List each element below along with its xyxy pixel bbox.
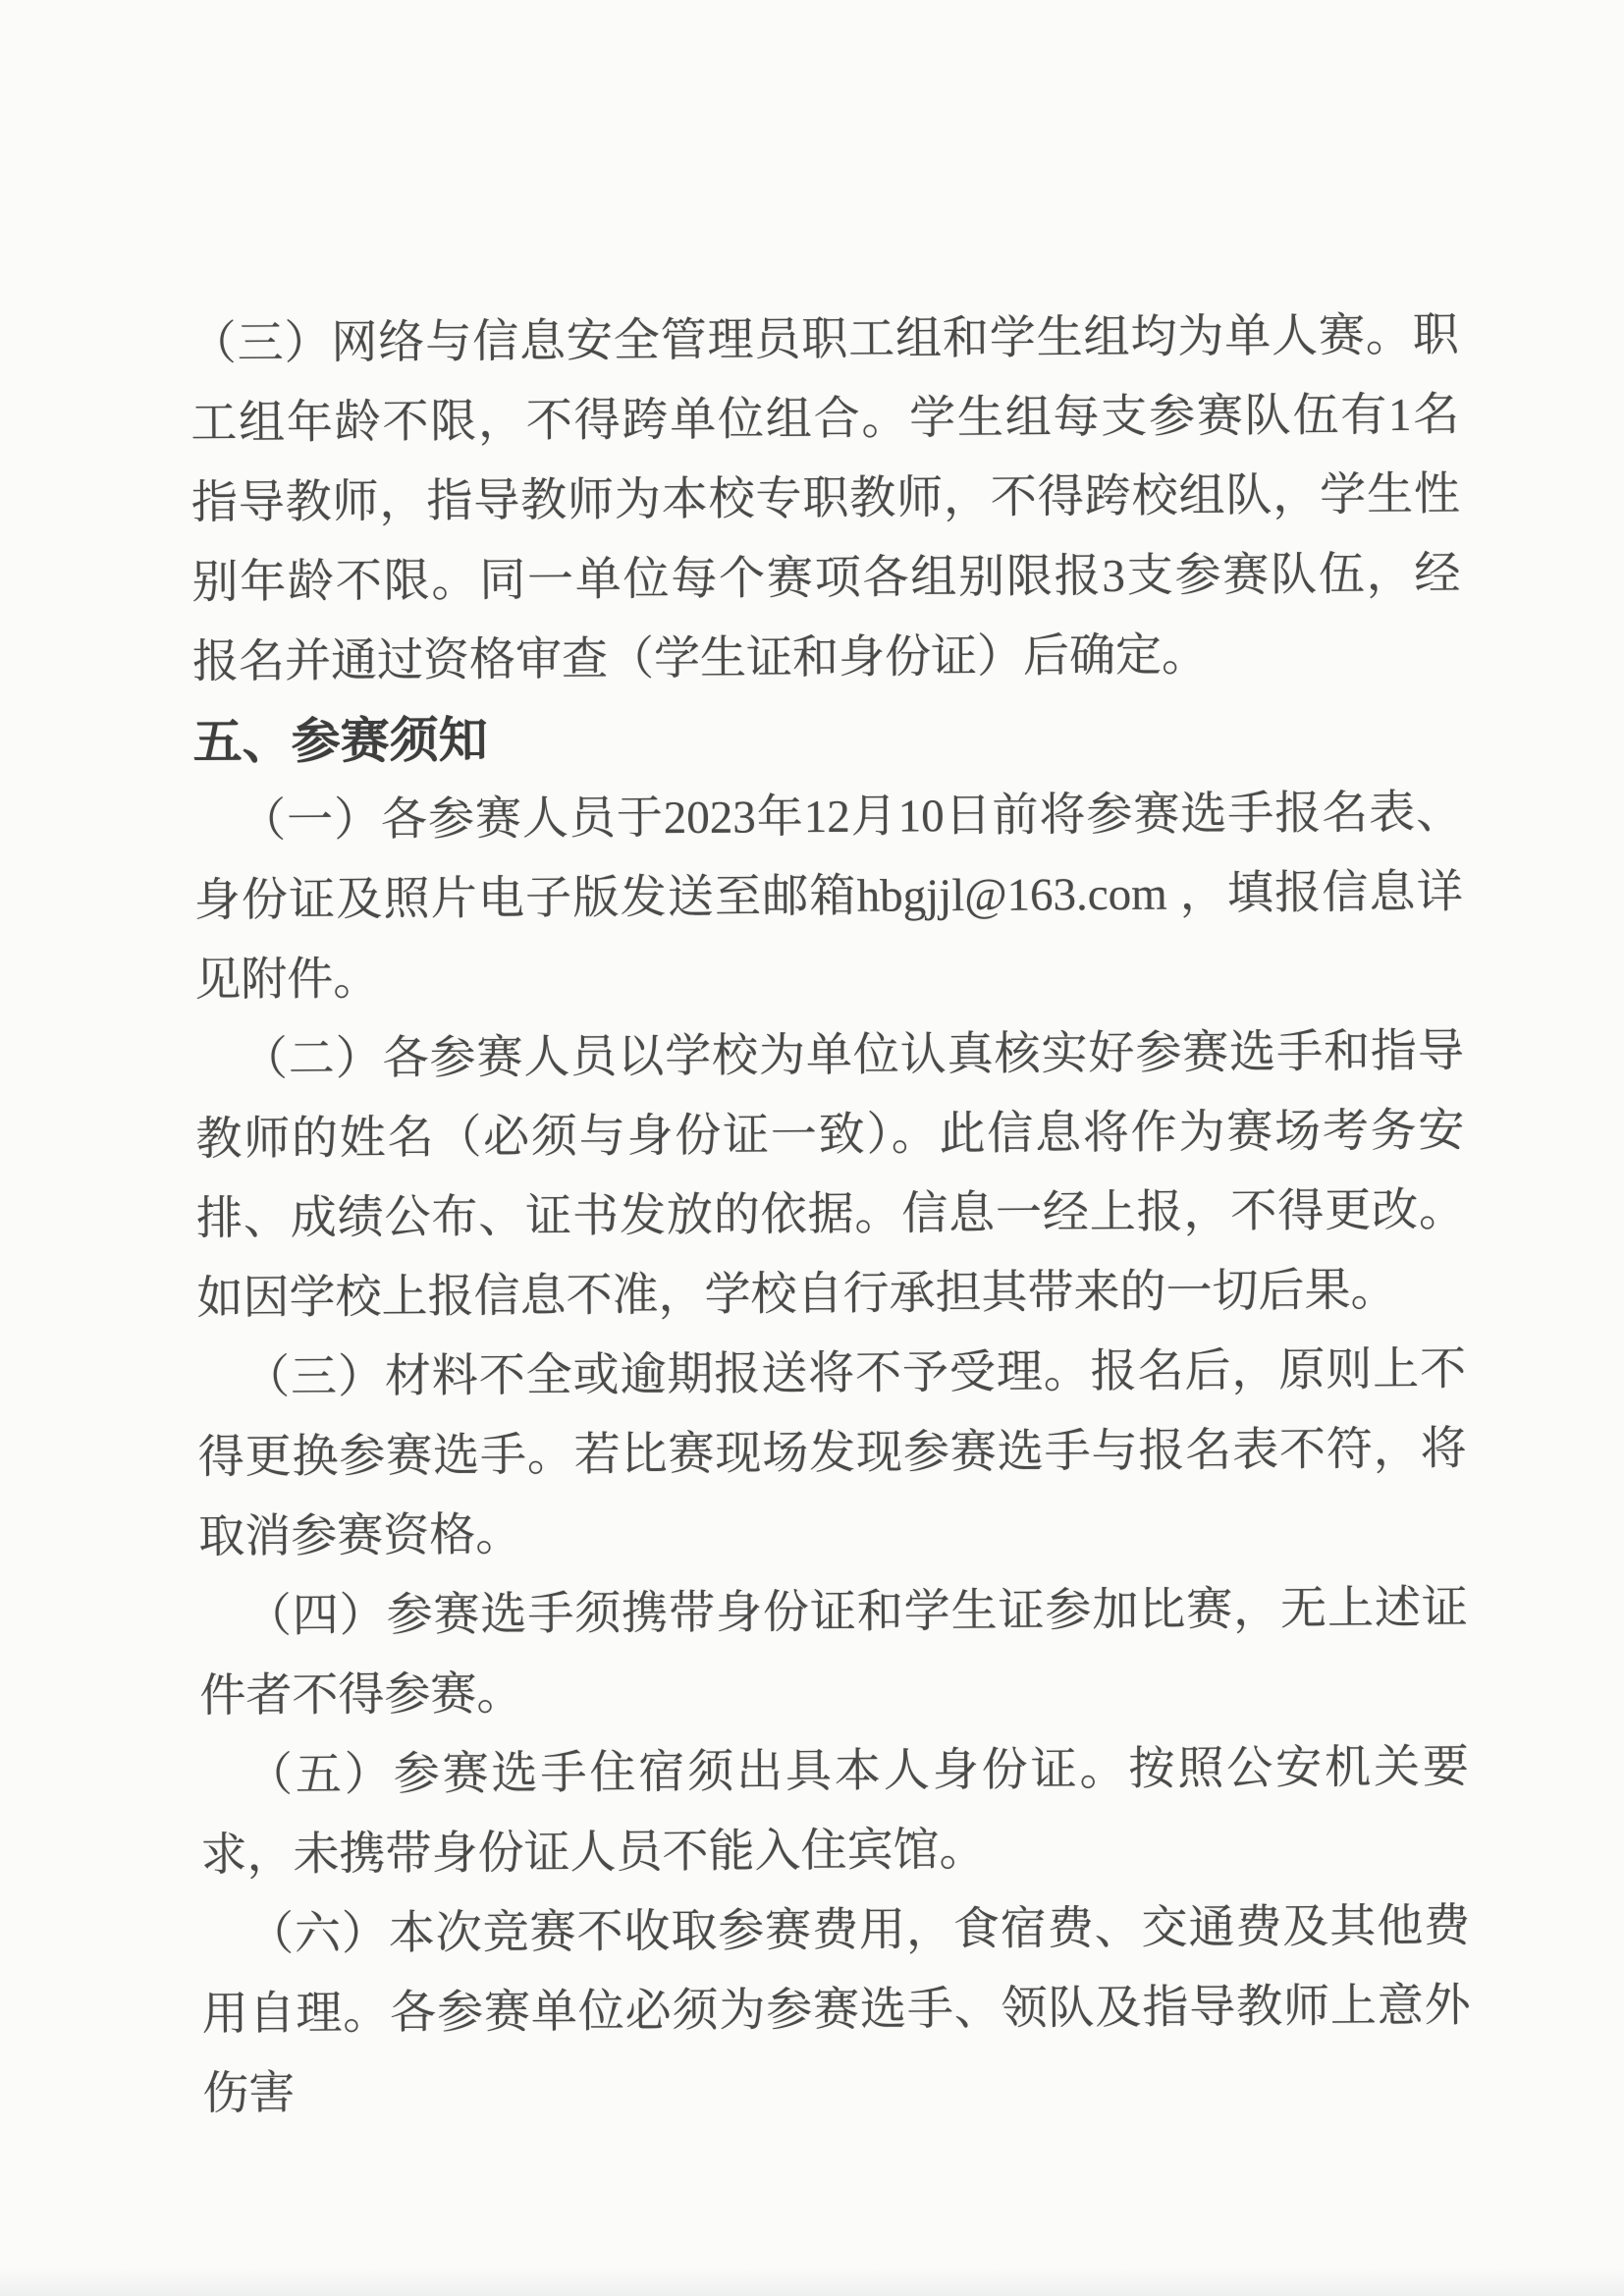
document-text-block	[190, 297, 1472, 2135]
notice-item-1: （一）各参赛人员于2023年12月10日前将参赛选手报名表、身份证及照片电子版发送至邮箱hbgjjl@163.com ，填报信息详见附件。	[193, 787, 1463, 1007]
notice-item-6: （六）本次竞赛不收取参赛费用，食宿费、交通费及其他费用自理。各参赛单位必须为参赛选手、领队及指导教师上意外伤害	[201, 1900, 1471, 2120]
clause-paragraph-3: （三）网络与信息安全管理员职工组和学生组均为单人赛。职工组年龄不限，不得跨单位组合。学生组每支参赛队伍有1名指导教师，指导教师为本校专职教师，不得跨校组队，学生性别年龄不限。同一单位每个赛项各组别限报3支参赛队伍，经报名并通过资格审查（学生证和身份证）后确定。	[189, 309, 1461, 688]
notice-item-2: （二）各参赛人员以学校为单位认真核实好参赛选手和指导教师的姓名（必须与身份证一致）。此信息将作为赛场考务安排、成绩公布、证书发放的依据。信息一经上报，不得更改。如因学校上报信息不准，学校自行承担其带来的一切后果。	[195, 1025, 1466, 1325]
notice-item-3: （三）材料不全或逾期报送将不予受理。报名后，原则上不得更换参赛选手。若比赛现场发现参赛选手与报名表不符，将取消参赛资格。	[197, 1343, 1467, 1563]
section-heading: 五、参赛须知	[192, 712, 488, 770]
notice-item-5: （五）参赛选手住宿须出具本人身份证。按照公安机关要求，未携带身份证人员不能入住宾馆。	[200, 1741, 1470, 1882]
notice-item-4: （四）参赛选手须携带身份证和学生证参加比赛，无上述证件者不得参赛。	[199, 1582, 1468, 1722]
